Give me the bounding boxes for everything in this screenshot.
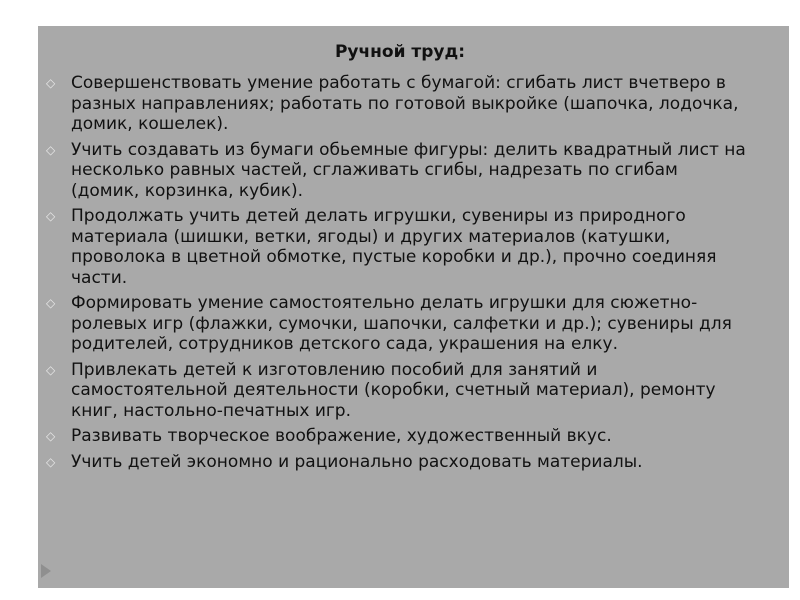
list-item-text: Учить детей экономно и рационально расходовать материалы.: [71, 451, 643, 472]
list-item: [46, 426, 746, 447]
slide-title: Ручной труд:: [334, 42, 466, 62]
diamond-bullet-icon: ◇: [46, 76, 56, 90]
diamond-bullet-icon: ◇: [46, 209, 56, 223]
list-item-text: Учить создавать из бумаги обьемные фигуры: делить квадратный лист на несколько равных частей, сглаживать сгибы, надрезать по сгибам (домик, корзинка, кубик).: [71, 139, 746, 201]
list-item-text: Привлекать детей к изготовлению пособий для занятий и самостоятельной деятельности (коробки, счетный материал), ремонту книг, настольно-печатных игр.: [71, 359, 716, 421]
list-item-text: Формировать умение самостоятельно делать игрушки для сюжетно-ролевых игр (флажки, сумочки, шапочки, салфетки и др.); сувениры для родителей, сотрудников детского сада, украшения на елку.: [71, 293, 732, 354]
diamond-bullet-icon: ◇: [46, 296, 56, 310]
list-item: [46, 140, 746, 202]
list-item-text: Совершенствовать умение работать с бумагой: сгибать лист вчетверо в разных направлениях; работать по готовой выкройке (шапочка, лодочка, домик, кошелек).: [71, 73, 739, 134]
list-item: [46, 293, 746, 355]
next-slide-arrow-icon[interactable]: [41, 564, 51, 578]
diamond-bullet-icon: ◇: [46, 142, 56, 157]
diamond-bullet-icon: ◇: [46, 454, 56, 469]
diamond-bullet-icon: ◇: [46, 362, 56, 377]
list-item: [46, 452, 746, 473]
list-item-text: Продолжать учить детей делать игрушки, сувениры из природного материала (шишки, ветки, ягоды) и других материалов (катушки, проволока в цветной обмотке, пустые коробки и др.), прочно соединяя части.: [71, 206, 717, 288]
list-item: [46, 360, 746, 422]
bullet-list: [46, 73, 746, 477]
list-item: [46, 73, 746, 135]
list-item-text: Развивать творческое воображение, художественный вкус.: [71, 426, 612, 446]
list-item: [46, 206, 746, 288]
diamond-bullet-icon: ◇: [46, 429, 56, 443]
